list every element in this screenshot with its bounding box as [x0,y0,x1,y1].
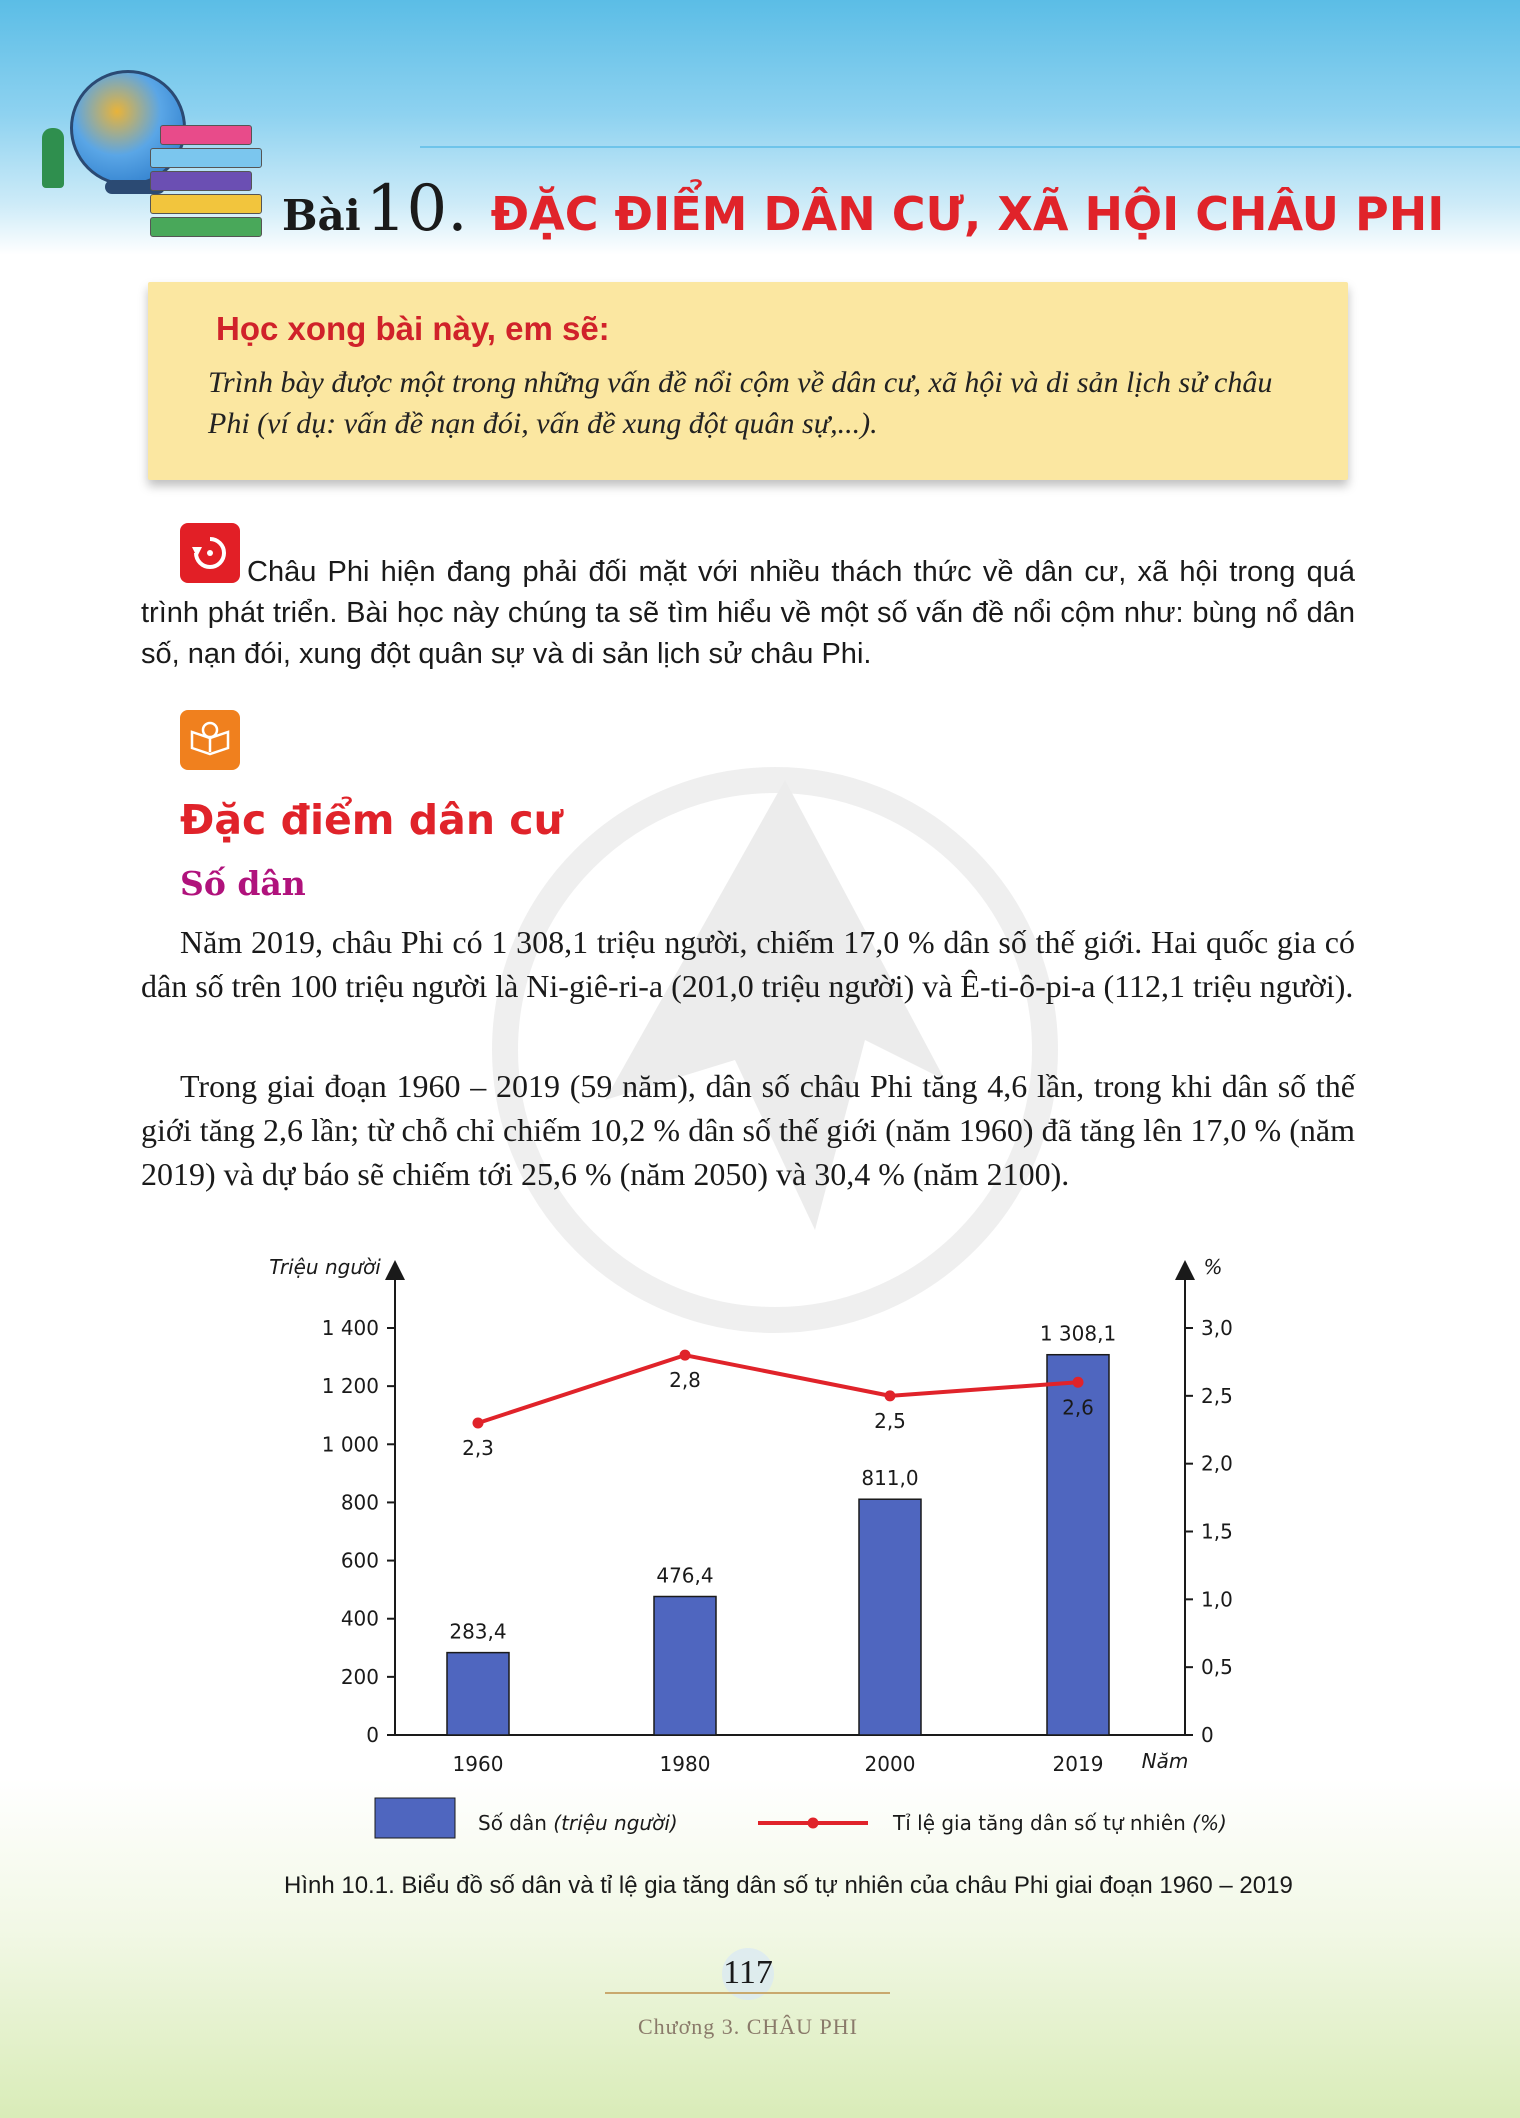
right-tick-label: 2,0 [1201,1451,1233,1476]
figure-caption: Hình 10.1. Biểu đồ số dân và tỉ lệ gia tăng dân số tự nhiên của châu Phi giai đoạn 1960 – 2019 [284,1872,1293,1899]
growth-rate-point [885,1390,896,1401]
population-bar-label: 283,4 [449,1619,507,1644]
growth-rate-label: 2,6 [1062,1395,1094,1420]
population-bar-label: 476,4 [656,1563,714,1588]
growth-rate-point [1073,1377,1084,1388]
legend-line-marker [808,1818,819,1829]
lightbulb-book-icon [180,710,240,770]
right-tick-label: 1,0 [1201,1587,1233,1612]
left-tick-label: 800 [340,1490,379,1515]
lesson-number: 10. [365,172,468,246]
growth-rate-label: 2,3 [462,1435,494,1460]
legend-bar-swatch [375,1798,455,1838]
growth-rate-label: 2,8 [669,1368,701,1393]
population-bar [859,1499,921,1735]
x-tick-label: 1960 [452,1752,504,1776]
section-subheading: Số dân [180,864,306,903]
objectives-box [148,282,1348,480]
footer-divider [605,1992,890,1994]
left-tick-label: 600 [340,1548,379,1573]
paragraph-population: Năm 2019, châu Phi có 1 308,1 triệu người, chiếm 17,0 % dân số thế giới. Hai quốc gia có dân số trên 100 triệu người là Ni-giê-ri-a (201,0 triệu người) và Ê-ti-ô-pi-a (112,1 triệu người). [141,924,1355,1004]
population-chart [250,1250,1250,1860]
right-tick-label: 3,0 [1201,1316,1233,1340]
right-axis-title: % [1203,1255,1223,1279]
paragraph-growth: Trong giai đoạn 1960 – 2019 (59 năm), dân số châu Phi tăng 4,6 lần, trong khi dân số thế giới tăng 2,6 lần; từ chỗ chỉ chiếm 10,2 % dân số thế giới (năm 1960) đã tăng lên 17,0 % (năm 2019) và dự báo sẽ chiếm tới 25,6 % (năm 2050) và 30,4 % (năm 2100). [141,1068,1355,1192]
lesson-prefix: Bài [282,191,361,240]
intro-paragraph: Châu Phi hiện đang phải đối mặt với nhiều thách thức về dân cư, xã hội trong quá trình phát triển. Bài học này chúng ta sẽ tìm hiểu về một số vấn đề nổi cộm như: bùng nổ dân số, nạn đói, xung đột quân sự và di sản lịch sử châu Phi. [141,556,1355,670]
population-bar [654,1597,716,1735]
kid-illustration [42,128,64,188]
chapter-label: Chương 3. CHÂU PHI [637,2014,859,2039]
objectives-text: Trình bày được một trong những vấn đề nổi cộm về dân cư, xã hội và di sản lịch sử châu Phi (ví dụ: vấn đề nạn đói, vấn đề xung đột quân sự,...). [208,366,1273,440]
right-tick-label: 1,5 [1201,1519,1233,1544]
x-axis-title: Năm [1141,1749,1189,1773]
growth-rate-point [680,1350,691,1361]
growth-rate-label: 2,5 [874,1408,906,1433]
section-heading: Đặc điểm dân cư [180,796,563,844]
left-axis-title: Triệu người [269,1255,381,1279]
page-number: 117 [723,1954,773,1991]
left-tick-label: 200 [340,1664,379,1689]
x-tick-label: 2000 [864,1752,916,1776]
legend-bar-unit: (triệu người) [553,1811,678,1835]
left-tick-label: 1 000 [321,1432,379,1457]
legend-line-unit: (%) [1192,1811,1227,1835]
header-divider [420,146,1520,148]
books-illustration [150,125,262,240]
legend-bar-label: Số dân (triệu người) [478,1811,678,1835]
right-tick-label: 0 [1201,1723,1214,1747]
right-tick-label: 0,5 [1201,1655,1233,1680]
objectives-heading: Học xong bài này, em sẽ: [216,310,610,347]
growth-rate-line [478,1355,1078,1423]
x-tick-label: 2019 [1052,1752,1104,1776]
x-tick-label: 1980 [659,1752,711,1776]
legend-line-label: Tỉ lệ gia tăng dân số tự nhiên (%) [893,1811,1227,1835]
lesson-title [282,172,1444,246]
lesson-title-text: ĐẶC ĐIỂM DÂN CƯ, XÃ HỘI CHÂU PHI [490,187,1445,241]
left-tick-label: 1 400 [321,1316,379,1340]
growth-rate-point [473,1417,484,1428]
right-tick-label: 2,5 [1201,1383,1233,1408]
population-bar-label: 1 308,1 [1039,1321,1117,1346]
left-tick-label: 1 200 [321,1374,379,1399]
population-bar-label: 811,0 [861,1466,919,1491]
left-tick-label: 0 [366,1723,379,1747]
population-bar [447,1653,509,1735]
left-tick-label: 400 [340,1606,379,1631]
